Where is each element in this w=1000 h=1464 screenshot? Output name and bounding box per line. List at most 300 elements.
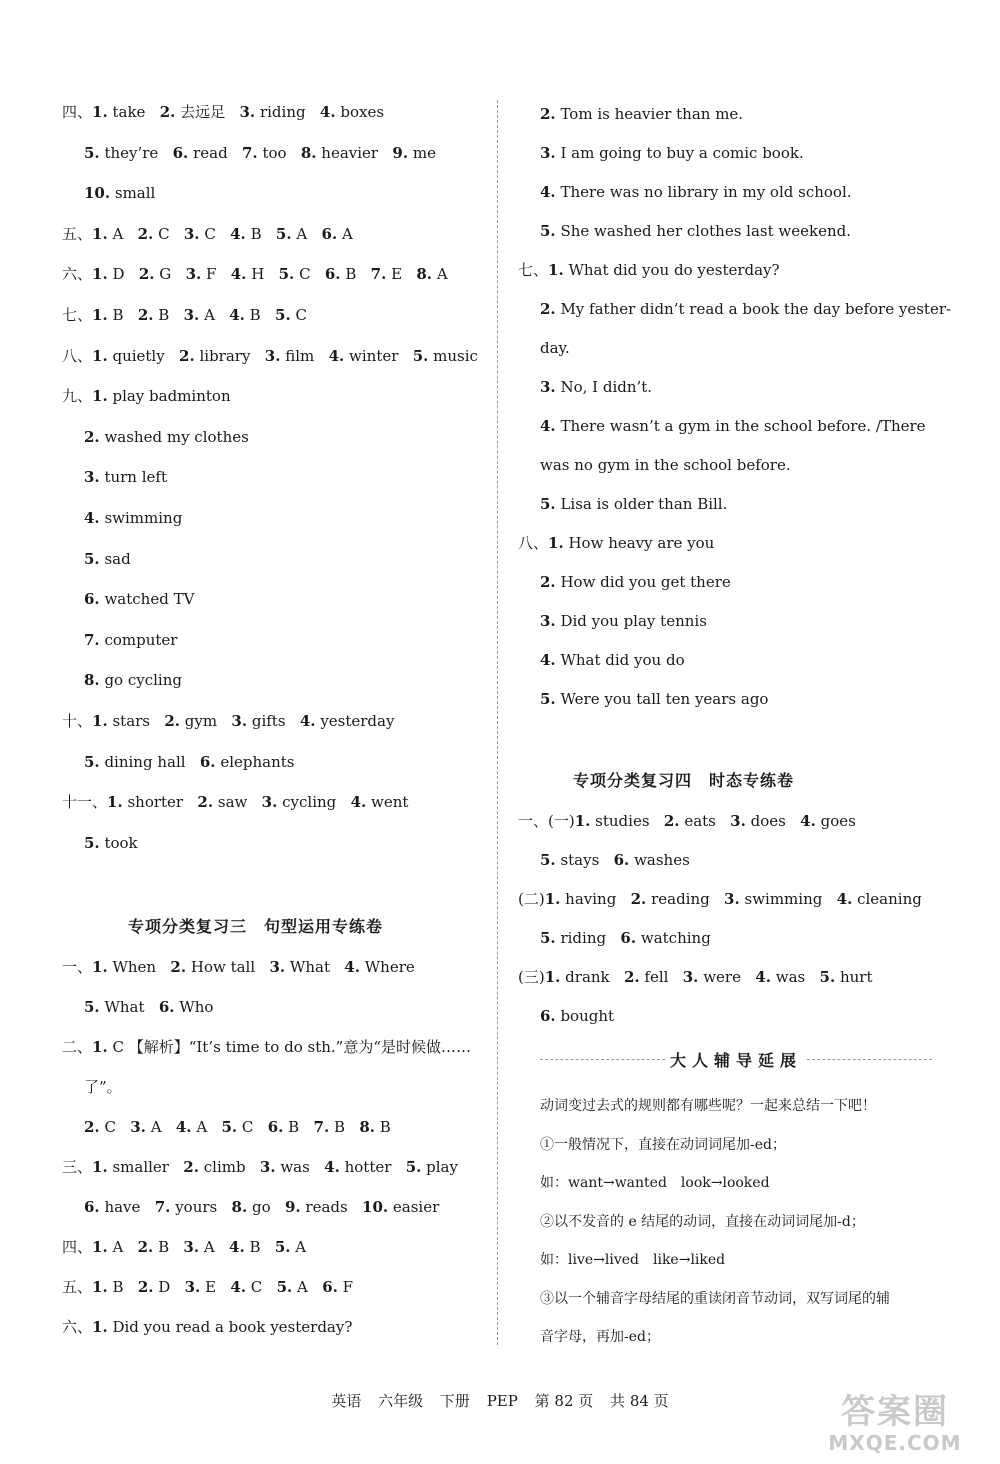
- answer-text: stars: [112, 712, 151, 730]
- answer-text: went: [371, 793, 409, 812]
- item-number: 4.: [319, 103, 336, 121]
- answer-line: [84, 832, 138, 854]
- item-number: 2.: [137, 306, 154, 324]
- item-number: 5.: [275, 224, 292, 243]
- answer-line: [62, 345, 478, 367]
- answer-text: B: [158, 1238, 170, 1256]
- answer-line: [540, 337, 570, 359]
- item-number: 7.: [370, 265, 387, 284]
- question-number: 一、(一): [518, 812, 575, 830]
- answer-text: Tom is heavier than me.: [560, 105, 744, 123]
- answer-text: cleaning: [857, 890, 922, 908]
- answer-text: C: [204, 224, 216, 243]
- answer-text: turn left: [104, 468, 167, 487]
- item-number: 2.: [179, 346, 195, 365]
- item-number: 7.: [154, 1198, 171, 1216]
- item-number: 1.: [92, 1318, 108, 1336]
- answer-text: C: [295, 306, 307, 324]
- item-number: 3.: [540, 144, 556, 162]
- item-number: 4.: [229, 1238, 245, 1256]
- answer-text: play badminton: [112, 387, 231, 406]
- answer-text: fell: [644, 968, 669, 986]
- item-number: 5.: [412, 346, 429, 365]
- item-number: 2.: [164, 712, 180, 730]
- footer-subject: 英语: [331, 1392, 362, 1410]
- answer-line: [62, 956, 415, 978]
- answer-text: riding: [259, 103, 306, 121]
- item-number: 2.: [540, 300, 556, 318]
- item-number: 4.: [230, 1278, 246, 1296]
- answer-text: B: [333, 1118, 345, 1136]
- answer-line: [540, 927, 711, 949]
- answer-line: [540, 220, 851, 242]
- answer-line: [84, 751, 294, 773]
- item-number: 5.: [84, 752, 100, 771]
- answer-text: eats: [684, 812, 716, 830]
- item-number: 1.: [548, 261, 564, 279]
- question-number: 八、: [518, 534, 549, 552]
- tip-line: 如：want→wanted look→looked: [540, 1175, 770, 1191]
- answer-text: D: [112, 265, 125, 284]
- item-number: 6.: [321, 224, 338, 243]
- answer-text: Lisa is older than Bill.: [560, 495, 728, 513]
- answer-line: [62, 1236, 306, 1258]
- item-number: 2.: [623, 968, 640, 986]
- answer-text: B: [288, 1118, 300, 1136]
- answer-text: heavier: [321, 143, 379, 162]
- item-number: 2.: [197, 793, 214, 812]
- item-number: 4.: [324, 1158, 340, 1176]
- answer-text: reading: [651, 890, 710, 908]
- answer-text: take: [112, 103, 146, 121]
- item-number: 2.: [159, 103, 176, 121]
- answer-line: [62, 1316, 352, 1338]
- answer-text: yours: [175, 1198, 218, 1216]
- answer-text: I am going to buy a comic book.: [560, 144, 804, 162]
- item-number: 1.: [544, 968, 561, 986]
- question-number: 一、: [62, 958, 93, 976]
- item-number: 2.: [540, 105, 556, 123]
- answer-text: having: [565, 890, 617, 908]
- item-number: 3.: [261, 793, 278, 812]
- answer-text: riding: [560, 929, 607, 947]
- item-number: 1.: [92, 346, 108, 365]
- item-number: 4.: [175, 1118, 192, 1136]
- question-number: (三): [518, 968, 545, 986]
- answer-text: swimming: [104, 509, 183, 527]
- answer-text: B: [250, 224, 262, 243]
- item-number: 10.: [84, 184, 111, 203]
- answer-text: quietly: [112, 346, 165, 365]
- answer-text: Who: [179, 998, 214, 1016]
- item-number: 4.: [540, 417, 556, 435]
- watermark-url: MXQE.COM: [828, 1431, 962, 1455]
- item-number: 6.: [199, 752, 216, 771]
- item-number: 6.: [613, 851, 630, 869]
- item-number: 1.: [544, 890, 561, 908]
- item-number: 4.: [540, 183, 556, 201]
- answer-text: library: [199, 346, 251, 365]
- watermark-logo-text: 答案圈: [841, 1392, 949, 1432]
- answer-line: [540, 415, 926, 437]
- answer-text: There wasn’t a gym in the school before. /There: [560, 417, 926, 435]
- item-number: 5.: [274, 1238, 291, 1256]
- item-number: 6.: [158, 998, 175, 1016]
- question-number: 四、: [62, 1238, 93, 1256]
- answer-line: [84, 507, 182, 529]
- item-number: 2.: [137, 1278, 154, 1296]
- answer-text: they’re: [104, 143, 159, 162]
- item-number: 5.: [405, 1158, 422, 1176]
- item-number: 7.: [84, 630, 100, 649]
- item-number: 3.: [682, 968, 699, 986]
- answer-text: shorter: [127, 793, 184, 812]
- item-number: 6.: [324, 265, 341, 284]
- item-number: 1.: [92, 306, 108, 324]
- answer-line: [84, 142, 436, 164]
- item-number: 4.: [350, 793, 367, 812]
- answer-text: How did you get there: [560, 573, 731, 591]
- item-number: 1.: [92, 1038, 108, 1056]
- question-number: 二、: [62, 1038, 93, 1056]
- item-number: 5.: [275, 306, 291, 324]
- answer-line: [62, 223, 353, 245]
- answer-text: What did you do: [560, 651, 685, 669]
- answer-text: B: [112, 306, 124, 324]
- item-number: 3.: [183, 1238, 200, 1256]
- item-number: 4.: [836, 890, 853, 908]
- tip-title: 大人辅导延展: [669, 1051, 802, 1070]
- item-number: 10.: [362, 1198, 389, 1216]
- answer-text: 了”。: [84, 1078, 122, 1096]
- item-number: 1.: [92, 958, 108, 976]
- answer-text: bought: [560, 1007, 615, 1025]
- answer-line: [540, 493, 727, 515]
- item-number: 5.: [221, 1118, 238, 1136]
- answer-line: [540, 1005, 614, 1027]
- question-number: 六、: [62, 1318, 93, 1336]
- answer-text: My father didn’t read a book the day before yester-: [560, 300, 952, 318]
- watermark: [800, 1392, 990, 1458]
- answer-line: [540, 376, 652, 398]
- answer-text: go cycling: [104, 671, 182, 690]
- item-number: 2.: [137, 1238, 154, 1256]
- answer-text: music: [433, 346, 478, 365]
- answer-line: [84, 629, 177, 651]
- item-number: 6.: [322, 1278, 338, 1296]
- question-number: 四、: [62, 103, 93, 121]
- item-number: 8.: [300, 143, 317, 162]
- item-number: 9.: [392, 143, 409, 162]
- answer-text: climb: [203, 1158, 246, 1176]
- item-number: 5.: [278, 265, 295, 284]
- answer-text: saw: [217, 793, 248, 812]
- answer-line: [84, 426, 249, 448]
- item-number: 6.: [84, 590, 100, 609]
- item-number: 5.: [84, 998, 100, 1016]
- answer-text: watching: [640, 929, 711, 947]
- answer-line: [62, 385, 231, 407]
- answer-text: B: [112, 1278, 124, 1296]
- footer-page: 第 82 页: [534, 1392, 594, 1410]
- item-number: 5.: [540, 690, 556, 708]
- question-number: 七、: [518, 261, 549, 279]
- answer-text: A: [436, 265, 448, 284]
- column-divider: [497, 100, 498, 1345]
- item-number: 3.: [730, 812, 746, 830]
- item-number: 8.: [359, 1118, 375, 1136]
- answer-line: [540, 181, 852, 203]
- tip-line: ②以不发音的 e 结尾的动词，直接在动词词尾加-d；: [540, 1213, 865, 1230]
- item-number: 7.: [241, 143, 258, 162]
- item-number: 4.: [344, 958, 360, 976]
- answer-text: G: [159, 265, 172, 284]
- answer-text: yesterday: [320, 712, 395, 730]
- item-number: 1.: [574, 812, 591, 830]
- item-number: 4.: [230, 224, 246, 243]
- answer-text: swimming: [744, 890, 823, 908]
- item-number: 6.: [84, 1198, 100, 1216]
- answer-text: play: [426, 1158, 458, 1176]
- answer-text: A: [196, 1118, 208, 1136]
- answer-line: [62, 101, 384, 123]
- question-number: 三、: [62, 1158, 93, 1176]
- item-number: 5.: [84, 833, 100, 852]
- answer-text: A: [295, 1238, 307, 1256]
- answer-line: [518, 810, 856, 832]
- item-number: 4.: [540, 651, 556, 669]
- answer-text: winter: [349, 346, 399, 365]
- tip-dash-right: [807, 1059, 932, 1060]
- footer-grade: 六年级: [378, 1392, 424, 1410]
- item-number: 1.: [92, 224, 108, 243]
- answer-text: took: [104, 833, 138, 852]
- answer-text: No, I didn’t.: [560, 378, 653, 396]
- answer-text: go: [252, 1198, 271, 1216]
- item-number: 3.: [183, 306, 200, 324]
- tip-line: 音字母，再加-ed；: [540, 1329, 660, 1345]
- item-number: 2.: [84, 1118, 100, 1136]
- answer-text: C: [299, 265, 311, 284]
- answer-line: [540, 298, 951, 320]
- item-number: 8.: [231, 1198, 248, 1216]
- answer-text: Did you play tennis: [560, 612, 707, 630]
- item-number: 3.: [183, 224, 200, 243]
- answer-text: drank: [565, 968, 610, 986]
- item-number: 4.: [800, 812, 816, 830]
- answer-line: [62, 1276, 353, 1298]
- item-number: 5.: [540, 929, 556, 947]
- answer-line: [518, 966, 873, 988]
- item-number: 1.: [92, 1158, 108, 1176]
- answer-text: easier: [392, 1198, 440, 1216]
- answer-text: was: [775, 968, 806, 986]
- answer-text: hurt: [839, 968, 873, 986]
- answer-line: [62, 1036, 471, 1058]
- answer-text: C: [250, 1278, 263, 1296]
- answer-line: [540, 849, 690, 871]
- answer-line: [62, 304, 307, 326]
- item-number: 1.: [107, 793, 123, 812]
- answer-line: [84, 548, 131, 570]
- item-number: 5.: [540, 222, 556, 240]
- answer-text: dining hall: [104, 752, 186, 771]
- answer-text: How heavy are you: [568, 534, 715, 552]
- item-number: 4.: [229, 306, 245, 324]
- answer-text: washes: [634, 851, 690, 869]
- section-title-4: 专项分类复习四 时态专练卷: [573, 771, 795, 790]
- item-number: 1.: [92, 1238, 108, 1256]
- answer-text: Where: [364, 958, 415, 976]
- item-number: 3.: [540, 612, 556, 630]
- answer-text: A: [203, 1238, 215, 1256]
- answer-text: A: [296, 224, 308, 243]
- answer-line: [62, 791, 408, 813]
- answer-text: 去远足: [180, 103, 226, 121]
- answer-text: goes: [820, 812, 856, 830]
- section-title-3: 专项分类复习三 句型运用专练卷: [128, 917, 384, 936]
- answer-line: [540, 103, 743, 125]
- item-number: 7.: [313, 1118, 330, 1136]
- answer-text: too: [262, 143, 287, 162]
- item-number: 2.: [84, 427, 100, 446]
- answer-line: [540, 688, 768, 710]
- answer-text: small: [114, 184, 156, 203]
- answer-text: H: [251, 265, 265, 284]
- answer-text: She washed her clothes last weekend.: [560, 222, 851, 240]
- answer-text: cycling: [282, 793, 337, 812]
- answer-text: boxes: [340, 103, 385, 121]
- answer-text: B: [249, 306, 261, 324]
- answer-text: gym: [184, 712, 218, 730]
- item-number: 3.: [239, 103, 256, 121]
- question-number: 五、: [62, 1278, 93, 1296]
- question-number: 八、: [62, 346, 93, 365]
- item-number: 2.: [183, 1158, 199, 1176]
- tip-line: 动词变过去式的规则都有哪些呢？一起来总结一下吧！: [540, 1098, 876, 1114]
- item-number: 3.: [184, 1278, 201, 1296]
- item-number: 6.: [172, 143, 189, 162]
- answer-text: washed my clothes: [104, 427, 249, 446]
- answer-line: [62, 710, 394, 732]
- answer-text: sad: [104, 549, 131, 568]
- answer-text: A: [150, 1118, 162, 1136]
- item-number: 4.: [84, 509, 100, 527]
- item-number: 5.: [819, 968, 836, 986]
- item-number: 3.: [259, 1158, 276, 1176]
- item-number: 5.: [540, 495, 556, 513]
- item-number: 4.: [230, 265, 247, 284]
- answer-line: [540, 571, 731, 593]
- item-number: 1.: [92, 103, 108, 121]
- item-number: 3.: [264, 346, 281, 365]
- tip-header: [540, 1048, 932, 1072]
- answer-text: watched TV: [104, 590, 195, 609]
- item-number: 1.: [92, 387, 108, 406]
- item-number: 8.: [416, 265, 433, 284]
- question-number: 六、: [62, 265, 93, 284]
- answer-line: [540, 454, 791, 476]
- answer-line: [518, 259, 780, 281]
- item-number: 1.: [92, 712, 108, 730]
- item-number: 3.: [185, 265, 202, 284]
- answer-line: [84, 588, 194, 610]
- item-number: 8.: [84, 671, 100, 690]
- item-number: 2.: [170, 958, 187, 976]
- answer-line: [62, 263, 448, 285]
- item-number: 5.: [84, 143, 100, 162]
- item-number: 3.: [269, 958, 286, 976]
- question-number: (二): [518, 890, 545, 908]
- tip-line: ③以一个辅音字母结尾的重读闭音节动词，双写词尾的辅: [540, 1290, 890, 1307]
- item-number: 5.: [540, 851, 556, 869]
- answer-text: smaller: [112, 1158, 169, 1176]
- answer-text: C: [104, 1118, 116, 1136]
- tip-line: 如：live→lived like→liked: [540, 1252, 726, 1268]
- item-number: 3.: [724, 890, 740, 908]
- answer-line: [84, 182, 155, 204]
- answer-text: F: [342, 1278, 354, 1296]
- answer-text: What did you do yesterday?: [568, 261, 780, 279]
- item-number: 2.: [138, 265, 155, 284]
- answer-text: reads: [305, 1198, 348, 1216]
- answer-text: gifts: [251, 712, 286, 730]
- answer-text: stays: [560, 851, 600, 869]
- answer-text: What: [289, 958, 330, 976]
- item-number: 4.: [299, 712, 316, 730]
- footer-total: 共 84 页: [610, 1392, 669, 1410]
- answer-text: computer: [104, 630, 178, 649]
- item-number: 2.: [540, 573, 556, 591]
- answer-text: read: [193, 143, 228, 162]
- answer-text: B: [379, 1118, 391, 1136]
- answer-line: [62, 1156, 458, 1178]
- answer-text: me: [412, 143, 436, 162]
- answer-text: There was no library in my old school.: [560, 183, 852, 201]
- answer-line: [540, 649, 685, 671]
- answer-text: was no gym in the school before.: [540, 456, 791, 474]
- item-number: 9.: [284, 1198, 301, 1216]
- answer-text: What: [104, 998, 145, 1016]
- item-number: 2.: [663, 812, 680, 830]
- answer-text: have: [104, 1198, 141, 1216]
- answer-text: B: [249, 1238, 261, 1256]
- answer-text: C: [158, 224, 170, 243]
- answer-text: When: [112, 958, 157, 976]
- answer-text: E: [391, 265, 403, 284]
- answer-text: day.: [540, 339, 570, 357]
- answer-text: Did you read a book yesterday?: [112, 1318, 353, 1336]
- answer-line: [518, 888, 922, 910]
- question-number: 九、: [62, 387, 93, 406]
- answer-text: A: [341, 224, 353, 243]
- footer-edition: PEP: [486, 1392, 518, 1410]
- item-number: 6.: [267, 1118, 284, 1136]
- answer-text: was: [280, 1158, 310, 1176]
- answer-text: How tall: [190, 958, 256, 976]
- item-number: 3.: [540, 378, 556, 396]
- answer-text: A: [112, 224, 124, 243]
- item-number: 3.: [231, 712, 248, 730]
- answer-line: [540, 142, 804, 164]
- answer-text: were: [703, 968, 741, 986]
- item-number: 6.: [540, 1007, 556, 1025]
- answer-line: [540, 610, 707, 632]
- question-number: 五、: [62, 224, 93, 243]
- item-number: 2.: [630, 890, 647, 908]
- answer-text: A: [112, 1238, 124, 1256]
- item-number: 3.: [84, 468, 100, 487]
